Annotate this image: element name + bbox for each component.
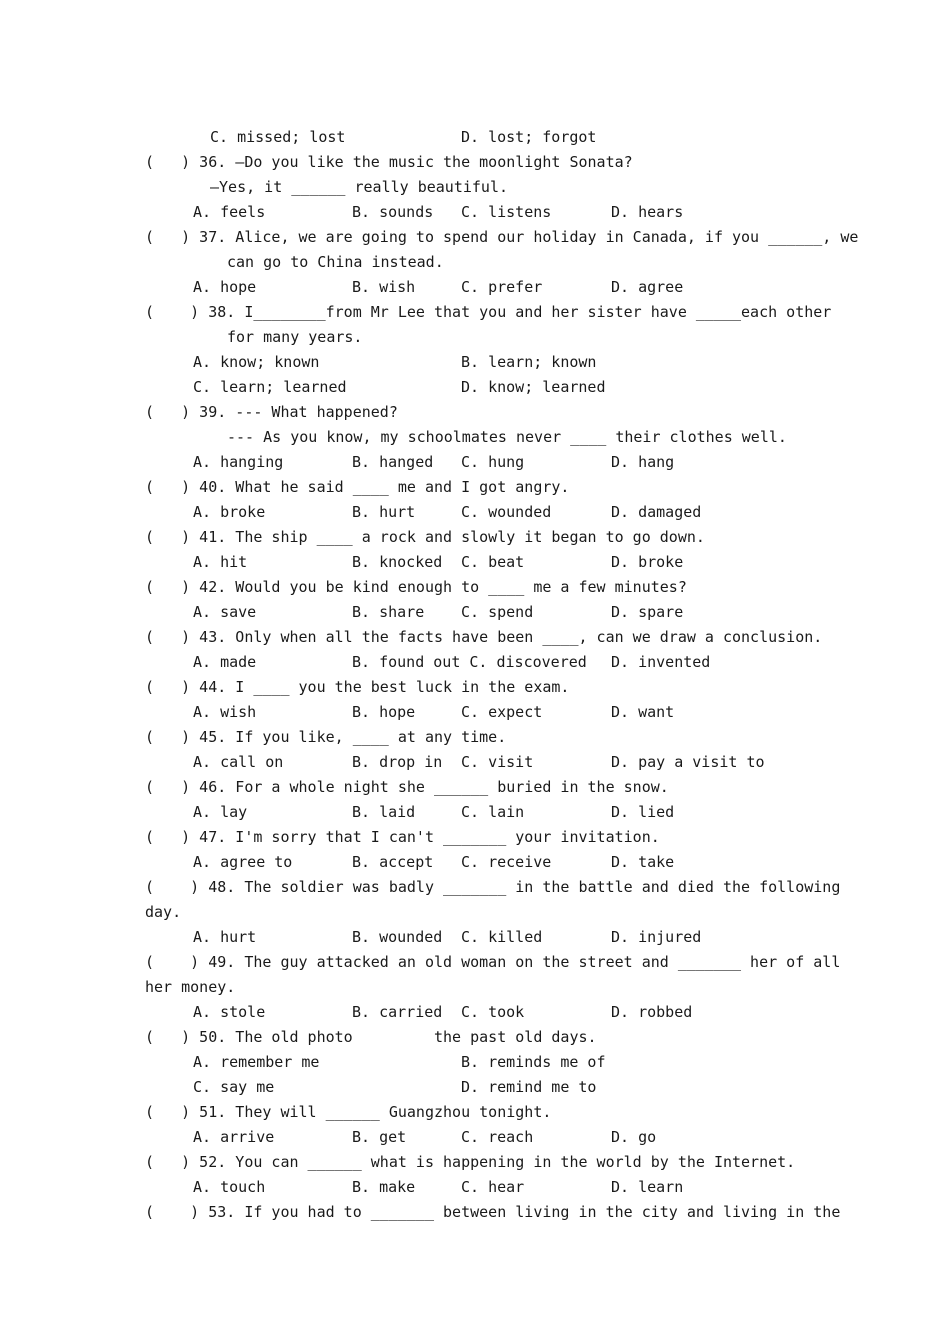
text-line: C. prefer — [461, 278, 543, 296]
text-line: A. feels — [193, 203, 266, 221]
text-line: D. hang — [611, 453, 675, 471]
text-line: C. spend — [461, 603, 534, 621]
text-line: A. hurt — [193, 928, 257, 946]
text-line: D. remind me to — [461, 1078, 597, 1096]
text-line: A. arrive — [193, 1128, 275, 1146]
text-line: can go to China instead. — [227, 253, 444, 271]
text-line: ( ) 43. Only when all the facts have been ____, can we draw a conclusion. — [145, 628, 823, 646]
text-line: B. knocked — [352, 553, 443, 571]
text-line: B. drop in — [352, 753, 443, 771]
text-line: B. get — [352, 1128, 407, 1146]
text-line: ( ) 44. I ____ you the best luck in the exam. — [145, 678, 570, 696]
text-line: B. reminds me of — [461, 1053, 606, 1071]
text-line: day. — [145, 903, 182, 921]
text-line: ( ) 46. For a whole night she ______ buried in the snow. — [145, 778, 669, 796]
text-line: A. hit — [193, 553, 248, 571]
text-line: A. hope — [193, 278, 257, 296]
text-line: A. stole — [193, 1003, 266, 1021]
text-line: C. receive — [461, 853, 552, 871]
text-line: ( ) 49. The guy attacked an old woman on the street and _______ her of all — [145, 953, 841, 971]
text-line: ( ) 47. I'm sorry that I can't _______ your invitation. — [145, 828, 660, 846]
text-line: B. sounds — [352, 203, 434, 221]
text-line: D. invented — [611, 653, 711, 671]
text-line: C. learn; learned — [193, 378, 347, 396]
text-line: D. injured — [611, 928, 702, 946]
text-line: ( ) 38. I________from Mr Lee that you and her sister have _____each other — [145, 303, 832, 321]
text-line: her money. — [145, 978, 236, 996]
text-line: B. carried — [352, 1003, 443, 1021]
text-line: C. listens — [461, 203, 552, 221]
text-line: ( ) 48. The soldier was badly _______ in the battle and died the following — [145, 878, 841, 896]
text-line: C. expect — [461, 703, 543, 721]
text-line: B. accept — [352, 853, 434, 871]
text-line: A. agree to — [193, 853, 293, 871]
text-line: ( ) 53. If you had to _______ between living in the city and living in the — [145, 1203, 841, 1221]
text-line: ( ) 40. What he said ____ me and I got angry. — [145, 478, 570, 496]
text-line: ( ) 52. You can ______ what is happening in the world by the Internet. — [145, 1153, 796, 1171]
text-line: B. learn; known — [461, 353, 597, 371]
text-line: D. pay a visit to — [611, 753, 765, 771]
text-line: ( ) 50. The old photo the past old days. — [145, 1028, 597, 1046]
text-line: C. beat — [461, 553, 525, 571]
text-line: C. say me — [193, 1078, 275, 1096]
text-line: ( ) 39. --- What happened? — [145, 403, 398, 421]
text-line: D. lost; forgot — [461, 128, 597, 146]
text-line: D. agree — [611, 278, 684, 296]
text-line: C. wounded — [461, 503, 552, 521]
text-line: ( ) 41. The ship ____ a rock and slowly it began to go down. — [145, 528, 705, 546]
text-line: ( ) 36. —Do you like the music the moonlight Sonata? — [145, 153, 633, 171]
text-line: D. robbed — [611, 1003, 693, 1021]
text-line: D. learn — [611, 1178, 684, 1196]
text-line: C. hear — [461, 1178, 525, 1196]
text-line: B. wounded — [352, 928, 443, 946]
text-line: --- As you know, my schoolmates never ____ their clothes well. — [227, 428, 787, 446]
text-line: A. touch — [193, 1178, 266, 1196]
text-line: D. take — [611, 853, 675, 871]
text-line: A. call on — [193, 753, 284, 771]
text-line: B. wish — [352, 278, 416, 296]
text-line: C. took — [461, 1003, 525, 1021]
text-line: A. wish — [193, 703, 257, 721]
text-line: B. hope — [352, 703, 416, 721]
text-line: A. save — [193, 603, 257, 621]
text-line: B. make — [352, 1178, 416, 1196]
text-line: B. hurt — [352, 503, 416, 521]
text-line: A. remember me — [193, 1053, 320, 1071]
text-line: A. know; known — [193, 353, 320, 371]
text-line: D. spare — [611, 603, 684, 621]
text-line: C. killed — [461, 928, 543, 946]
text-line: A. lay — [193, 803, 248, 821]
text-line: C. visit — [461, 753, 534, 771]
text-line: D. know; learned — [461, 378, 606, 396]
text-line: for many years. — [227, 328, 363, 346]
text-line: D. broke — [611, 553, 684, 571]
text-line: D. damaged — [611, 503, 702, 521]
text-line: D. go — [611, 1128, 657, 1146]
text-line: ( ) 42. Would you be kind enough to ____ me a few minutes? — [145, 578, 687, 596]
text-line: C. reach — [461, 1128, 534, 1146]
text-line: B. share — [352, 603, 425, 621]
text-line: —Yes, it ______ really beautiful. — [210, 178, 509, 196]
text-line: D. want — [611, 703, 675, 721]
text-line: B. found out C. discovered — [352, 653, 587, 671]
text-line: B. laid — [352, 803, 416, 821]
text-line: ( ) 37. Alice, we are going to spend our holiday in Canada, if you ______, we — [145, 228, 859, 246]
text-line: D. lied — [611, 803, 675, 821]
text-line: C. missed; lost — [210, 128, 346, 146]
text-line: ( ) 51. They will ______ Guangzhou tonight. — [145, 1103, 552, 1121]
text-line: C. hung — [461, 453, 525, 471]
text-line: D. hears — [611, 203, 684, 221]
text-line: ( ) 45. If you like, ____ at any time. — [145, 728, 507, 746]
text-line: A. made — [193, 653, 257, 671]
text-line: C. lain — [461, 803, 525, 821]
text-line: A. hanging — [193, 453, 284, 471]
text-line: B. hanged — [352, 453, 434, 471]
text-line: A. broke — [193, 503, 266, 521]
